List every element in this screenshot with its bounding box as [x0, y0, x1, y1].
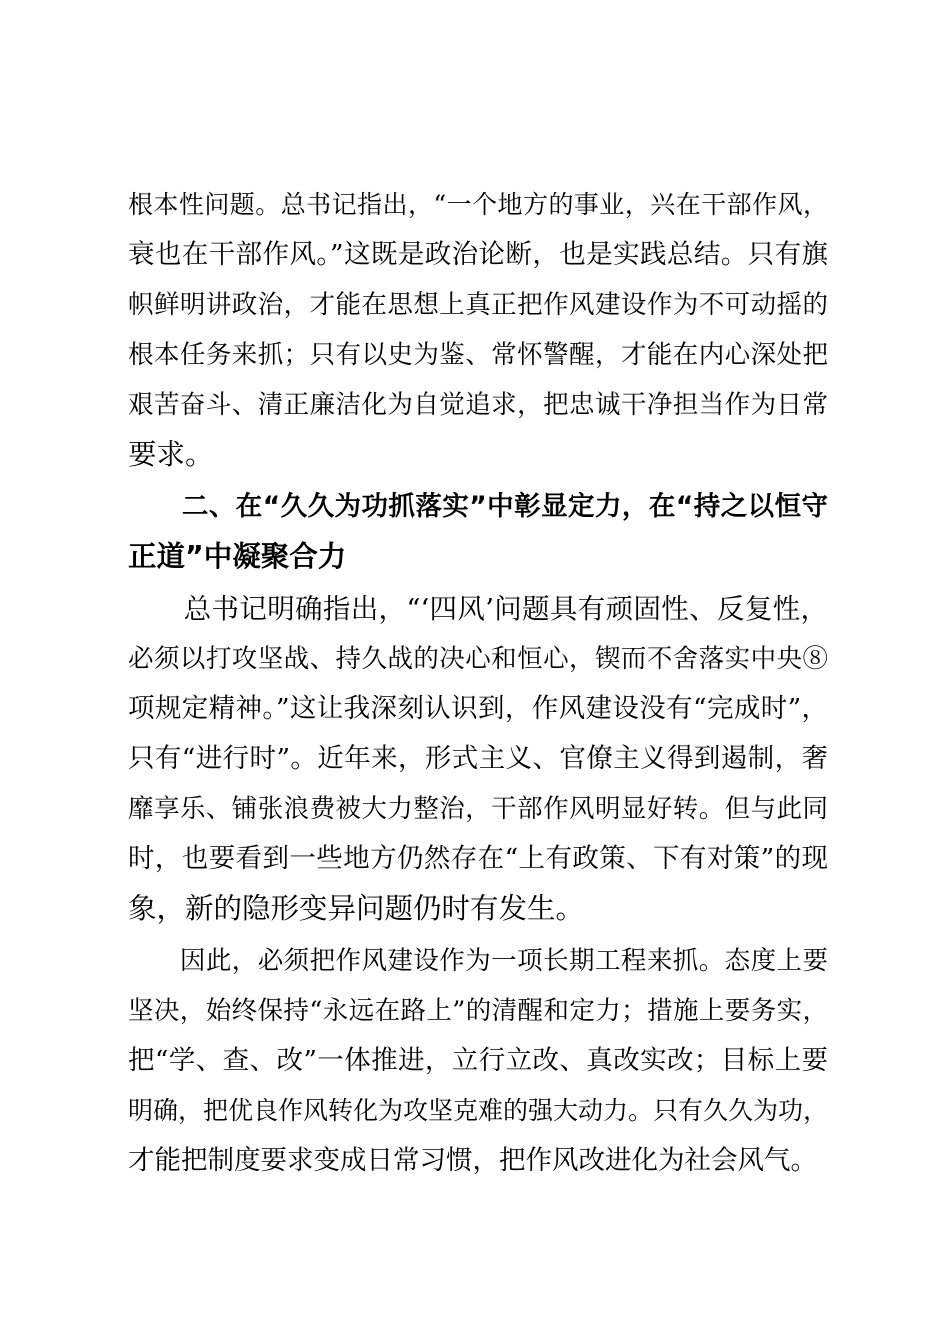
text-line: 时，也要看到一些地方仍然存在“上有政策、下有对策”的现: [128, 843, 828, 874]
text-line: 帜鲜明讲政治，才能在思想上真正把作风建设作为不可动摇的: [128, 290, 828, 320]
text-line: 只有“进行时”。近年来，形式主义、官僚主义得到遏制，奢: [128, 743, 828, 774]
text-line: 要求。: [128, 438, 214, 471]
text-line: 才能把制度要求变成日常习惯，把作风改进化为社会风气。: [128, 1145, 817, 1176]
text-line: 根本性问题。总书记指出，“一个地方的事业，兴在干部作风，: [128, 190, 828, 219]
text-line: 衰也在干部作风。”这既是政治论断，也是实践总结。只有旗: [128, 239, 828, 270]
text-line: 总书记明确指出，“‘四风’问题具有顽固性、反复性，: [128, 593, 828, 625]
text-line: 象，新的隐形变异问题仍时有发生。: [128, 892, 585, 925]
text-line: 必须以打攻坚战、持久战的决心和恒心，锲而不舍落实中央⑧: [128, 644, 828, 674]
text-line: 根本任务来抓；只有以史为鉴、常怀警醒，才能在内心深处把: [128, 340, 828, 370]
text-line: 把“学、查、改”一体推进，立行立改、真改实改；目标上要: [128, 1045, 828, 1076]
text-line: 靡享乐、铺张浪费被大力整治，干部作风明显好转。但与此同: [128, 794, 828, 824]
text-line: 坚决，始终保持“永远在路上”的清醒和定力；措施上要务实，: [128, 996, 828, 1026]
heading-line: 正道”中凝聚合力: [128, 540, 347, 573]
text-line: 明确，把优良作风转化为攻坚克难的强大动力。只有久久为功，: [128, 1096, 829, 1125]
heading-line: 二、在“久久为功抓落实”中彰显定力，在“持之以恒守: [128, 491, 828, 522]
text-line: 因此，必须把作风建设作为一项长期工程来抓。态度上要: [128, 946, 828, 976]
text-line: 项规定精神。”这让我深刻认识到，作风建设没有“完成时”，: [128, 693, 828, 724]
text-line: 艰苦奋斗、清正廉洁化为自觉追求，把忠诚干净担当作为日常: [128, 390, 828, 420]
